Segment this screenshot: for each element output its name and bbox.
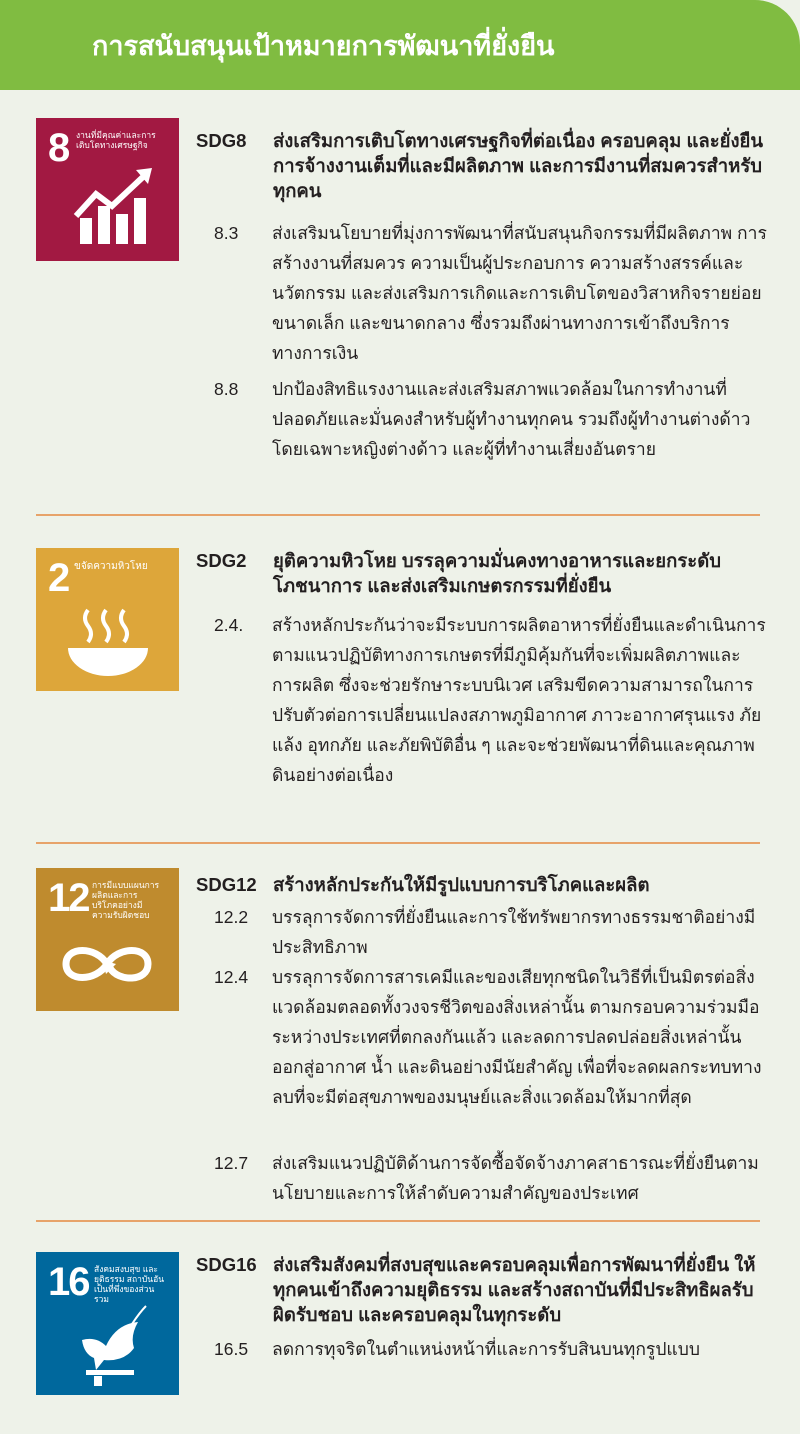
sdg8-target-8-3 [196,218,766,368]
sdg2-target-2-4 [196,610,766,820]
sdg8-icon-caption: งานที่มีคุณค่าและการเติบโตทางเศรษฐกิจ [76,130,156,150]
sdg12-section [36,868,760,1208]
sdg2-icon-caption: ขจัดความหิวโหย [74,561,148,572]
sdg8-target-8-8 [196,374,766,494]
sdg12-icon-caption: การมีแบบแผนการผลิตและการบริโภคอย่างมีความรับผิดชอบ [92,880,160,920]
target-number: 12.4 [214,967,249,987]
target-number: 2.4. [214,615,244,635]
sdg12-goal-code: SDG12 [196,874,257,895]
sdg8-section [36,118,767,498]
sdg16-goal [196,1252,766,1327]
infinity-loop-icon [36,868,179,1011]
sdg12-target-12-4 [196,962,766,1142]
target-text: ลดการทุจริตในตำแหน่งหน้าที่และการรับสินบนทุกรูปแบบ [272,1339,700,1359]
sdg8-goal [196,128,766,203]
target-text: ส่งเสริมแนวปฏิบัติด้านการจัดซื้อจัดจ้างภาคสาธารณะที่ยั่งยืนตามนโยบายและการให้ลำดับความสำคัญของประเทศ [272,1153,759,1203]
sdg2-icon-tile [36,548,179,691]
sdg8-icon-tile [36,118,179,261]
target-text: บรรลุการจัดการสารเคมีและของเสียทุกชนิดในวิธีที่เป็นมิตรต่อสิ่งแวดล้อมตลอดทั้งวงจรชีวิตของสิ่งเหล่านั้น ตามกรอบความร่วมมือระหว่างประเทศที่ตกลงกันแล้ว และลดการปลดปล่อยสิ่งเหล่านั้นออกสู่อากาศ น้ำ และดินอย่างมีนัยสำคัญ เพื่อที่จะลดผลกระทบทางลบที่จะมีต่อสุขภาพของมนุษย์และสิ่งแวดล้อมให้มากที่สุด [272,967,762,1107]
sdg2-goal-code: SDG2 [196,550,247,571]
sdg8-goal-title: ส่งเสริมการเติบโตทางเศรษฐกิจที่ต่อเนื่อง ครอบคลุม และยั่งยืน การจ้างงานเต็มที่และมีผลิตภาพ และการมีงานที่สมควรสำหรับทุกคน [273,130,764,201]
sdg16-icon-caption: สังคมสงบสุข และยุติธรรม สถาบันอันเป็นที่พึ่งของส่วนรวม [94,1264,165,1304]
sdg2-section [36,548,766,828]
sdg16-icon-number: 16 [48,1260,89,1304]
sdg2-goal [196,548,766,598]
sdg12-icon-tile [36,868,179,1011]
sdg16-target-16-5 [196,1334,766,1364]
sdg12-goal-title: สร้างหลักประกันให้มีรูปแบบการบริโภคและผลิต [273,874,650,895]
section-divider [36,1220,760,1222]
page-title: การสนับสนุนเป้าหมายการพัฒนาที่ยั่งยืน [92,31,555,61]
sdg12-target-12-2 [196,902,766,962]
target-number: 8.8 [214,379,239,399]
sdg16-icon-tile [36,1252,179,1395]
dove-gavel-icon [36,1252,179,1395]
growth-chart-icon [36,118,179,261]
target-number: 8.3 [214,223,239,243]
sdg2-goal-title: ยุติความหิวโหย บรรลุความมั่นคงทางอาหารและยกระดับโภชนาการ และส่งเสริมเกษตรกรรมที่ยั่งยืน [273,550,721,596]
sdg16-goal-code: SDG16 [196,1254,257,1275]
sdg16-goal-title: ส่งเสริมสังคมที่สงบสุขและครอบคลุมเพื่อการพัฒนาที่ยั่งยืน ให้ทุกคนเข้าถึงความยุติธรรม และสร้างสถาบันที่มีประสิทธิผลรับผิดรับชอบ และครอบคลุมในทุกระดับ [273,1254,756,1325]
sdg8-goal-code: SDG8 [196,130,247,151]
sdg12-goal [196,872,766,897]
sdg2-icon-number: 2 [48,556,69,600]
target-text: ปกป้องสิทธิแรงงานและส่งเสริมสภาพแวดล้อมในการทำงานที่ปลอดภัยและมั่นคงสำหรับผู้ทำงานทุกคน รวมถึงผู้ทำงานต่างด้าว โดยเฉพาะหญิงต่างด้าว และผู้ที่ทำงานเสี่ยงอันตราย [272,379,751,459]
sdg16-section [36,1252,760,1397]
sdg12-icon-number: 12 [48,876,89,920]
page-header [0,0,800,90]
target-number: 12.2 [214,907,249,927]
section-divider [36,514,760,516]
target-number: 16.5 [214,1339,249,1359]
sdg12-target-12-7 [196,1148,766,1208]
sdg8-icon-number: 8 [48,126,69,170]
target-text: สร้างหลักประกันว่าจะมีระบบการผลิตอาหารที่ยั่งยืนและดำเนินการตามแนวปฏิบัติทางการเกษตรที่มีภูมิคุ้มกันที่จะเพิ่มผลิตภาพและการผลิต ซึ่งจะช่วยรักษาระบบนิเวศ เสริมขีดความสามารถในการปรับตัวต่อการเปลี่ยนแปลงสภาพภูมิอากาศ ภาวะอากาศรุนแรง ภัยแล้ง อุทกภัย และภัยพิบัติอื่น ๆ และจะช่วยพัฒนาที่ดินและคุณภาพดินอย่างต่อเนื่อง [272,615,766,785]
target-text: ส่งเสริมนโยบายที่มุ่งการพัฒนาที่สนับสนุนกิจกรรมที่มีผลิตภาพ การสร้างงานที่สมควร ความเป็นผู้ประกอบการ ความสร้างสรรค์และนวัตกรรม และส่งเสริมการเกิดและการเติบโตของวิสาหกิจรายย่อย ขนาดเล็ก และขนาดกลาง ซึ่งรวมถึงผ่านทางการเข้าถึงบริการทางการเงิน [272,223,767,363]
target-text: บรรลุการจัดการที่ยั่งยืนและการใช้ทรัพยากรทางธรรมชาติอย่างมีประสิทธิภาพ [272,907,756,957]
section-divider [36,842,760,844]
target-number: 12.7 [214,1153,249,1173]
food-bowl-icon [36,548,179,691]
